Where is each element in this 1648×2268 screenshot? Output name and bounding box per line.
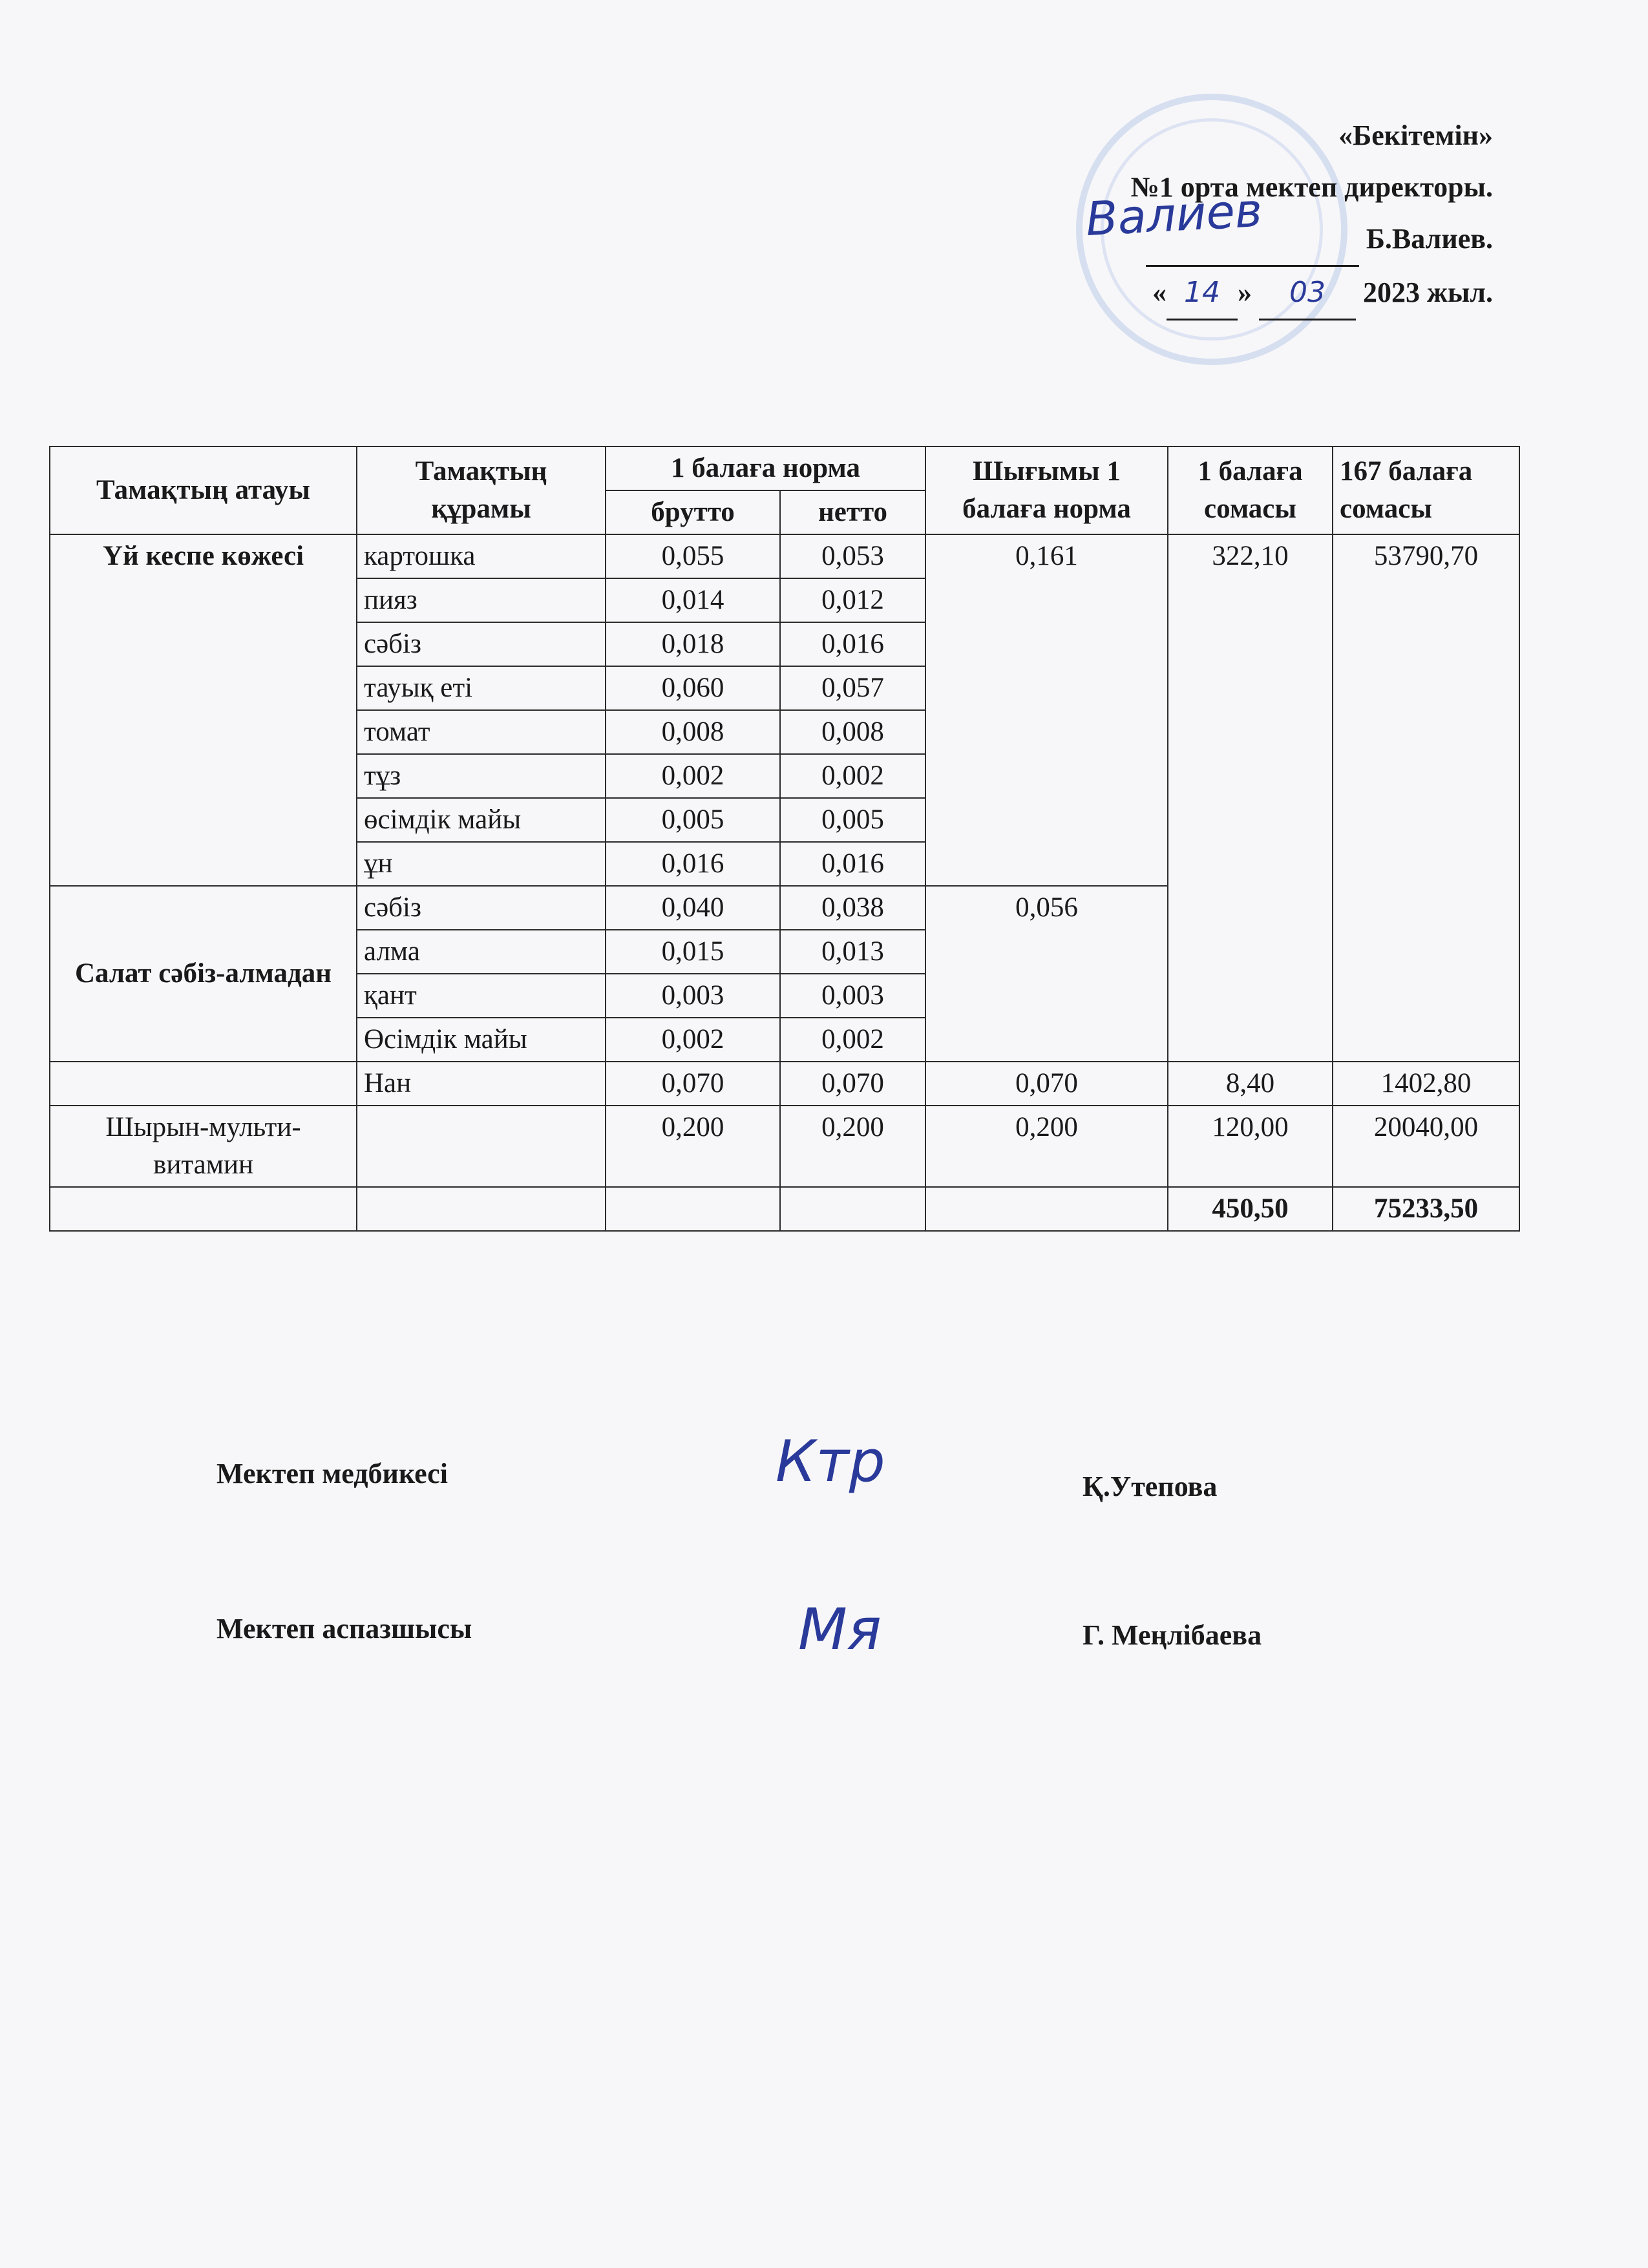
table-row — [50, 534, 1519, 578]
ingredient: пияз — [357, 578, 606, 622]
yield-value: 0,056 — [925, 886, 1168, 1062]
cost-all-value: 1402,80 — [1333, 1062, 1519, 1106]
header-composition: Тамақтың құрамы — [357, 446, 606, 534]
total-cost-one: 450,50 — [1168, 1187, 1333, 1231]
approval-title: «Бекітемін» — [1338, 120, 1493, 151]
approval-position: №1 орта мектеп директоры. — [1130, 171, 1493, 203]
brutto-value: 0,008 — [606, 710, 780, 754]
ingredient: картошка — [357, 534, 606, 578]
yield-value: 0,070 — [925, 1062, 1168, 1106]
header-row — [50, 446, 1519, 490]
header-cost-all: 167 балаға сомасы — [1333, 446, 1519, 534]
brutto-value: 0,055 — [606, 534, 780, 578]
empty-cell — [357, 1187, 606, 1231]
brutto-value: 0,040 — [606, 886, 780, 930]
ingredient: қант — [357, 974, 606, 1018]
netto-value: 0,016 — [780, 622, 925, 666]
netto-value: 0,002 — [780, 1018, 925, 1062]
brutto-value: 0,060 — [606, 666, 780, 710]
brutto-value: 0,018 — [606, 622, 780, 666]
date-close-quote: » — [1238, 277, 1252, 308]
brutto-value: 0,003 — [606, 974, 780, 1018]
header-yield: Шығымы 1 балаға норма — [925, 446, 1168, 534]
brutto-value: 0,070 — [606, 1062, 780, 1106]
table-row — [50, 1062, 1519, 1106]
ingredient: ұн — [357, 842, 606, 886]
header-cost-one: 1 балаға сомасы — [1168, 446, 1333, 534]
empty-cell — [606, 1187, 780, 1231]
ingredient: сәбіз — [357, 886, 606, 930]
date-month: 03 — [1259, 267, 1356, 320]
cost-all-value: 20040,00 — [1333, 1106, 1519, 1187]
netto-value: 0,070 — [780, 1062, 925, 1106]
brutto-value: 0,002 — [606, 754, 780, 798]
nurse-name: Қ.Утепова — [1083, 1471, 1218, 1502]
dish-name: Салат сәбіз-алмадан — [50, 886, 357, 1062]
brutto-value: 0,015 — [606, 930, 780, 974]
nurse-signature: Ктр — [776, 1428, 885, 1495]
table-row — [50, 1106, 1519, 1187]
ingredient: Нан — [357, 1062, 606, 1106]
approval-date — [911, 267, 1493, 320]
dish-name: Үй кеспе көжесі — [50, 534, 357, 886]
total-cost-all: 75233,50 — [1333, 1187, 1519, 1231]
ingredient: сәбіз — [357, 622, 606, 666]
brutto-value: 0,005 — [606, 798, 780, 842]
cost-one-value: 322,10 — [1168, 534, 1333, 1062]
netto-value: 0,005 — [780, 798, 925, 842]
brutto-value: 0,200 — [606, 1106, 780, 1187]
empty-cell — [780, 1187, 925, 1231]
netto-value: 0,013 — [780, 930, 925, 974]
header-dish-name: Тамақтың атауы — [50, 446, 357, 534]
netto-value: 0,008 — [780, 710, 925, 754]
ingredient: алма — [357, 930, 606, 974]
netto-value: 0,003 — [780, 974, 925, 1018]
netto-value: 0,002 — [780, 754, 925, 798]
cook-signature: Мя — [798, 1596, 882, 1663]
header-brutto: брутто — [606, 490, 780, 534]
yield-value: 0,161 — [925, 534, 1168, 886]
yield-value: 0,200 — [925, 1106, 1168, 1187]
date-open-quote: « — [1152, 277, 1167, 308]
dish-name: Шырын-мульти-витамин — [50, 1106, 357, 1187]
ingredient — [357, 1106, 606, 1187]
cost-one-value: 120,00 — [1168, 1106, 1333, 1187]
netto-value: 0,057 — [780, 666, 925, 710]
nurse-role: Мектеп медбикесі — [217, 1458, 448, 1489]
approval-signer: Б.Валиев. — [1366, 223, 1493, 255]
cost-one-value: 8,40 — [1168, 1062, 1333, 1106]
empty-cell — [925, 1187, 1168, 1231]
date-year: 2023 жыл. — [1363, 277, 1493, 308]
ingredient: томат — [357, 710, 606, 754]
header-netto: нетто — [780, 490, 925, 534]
netto-value: 0,053 — [780, 534, 925, 578]
menu-table — [49, 446, 1520, 1232]
netto-value: 0,016 — [780, 842, 925, 886]
ingredient: тауық еті — [357, 666, 606, 710]
totals-row — [50, 1187, 1519, 1231]
brutto-value: 0,002 — [606, 1018, 780, 1062]
cook-name: Г. Меңлібаева — [1083, 1619, 1262, 1651]
netto-value: 0,038 — [780, 886, 925, 930]
cook-role: Мектеп аспазшысы — [217, 1613, 472, 1644]
brutto-value: 0,016 — [606, 842, 780, 886]
brutto-value: 0,014 — [606, 578, 780, 622]
director-signature: Валиев — [1084, 182, 1264, 247]
dish-name — [50, 1062, 357, 1106]
ingredient: өсімдік майы — [357, 798, 606, 842]
ingredient: тұз — [357, 754, 606, 798]
ingredient: Өсімдік майы — [357, 1018, 606, 1062]
empty-cell — [50, 1187, 357, 1231]
netto-value: 0,012 — [780, 578, 925, 622]
date-day: 14 — [1167, 267, 1238, 320]
netto-value: 0,200 — [780, 1106, 925, 1187]
cost-all-value: 53790,70 — [1333, 534, 1519, 1062]
header-norm-group: 1 балаға норма — [606, 446, 925, 490]
